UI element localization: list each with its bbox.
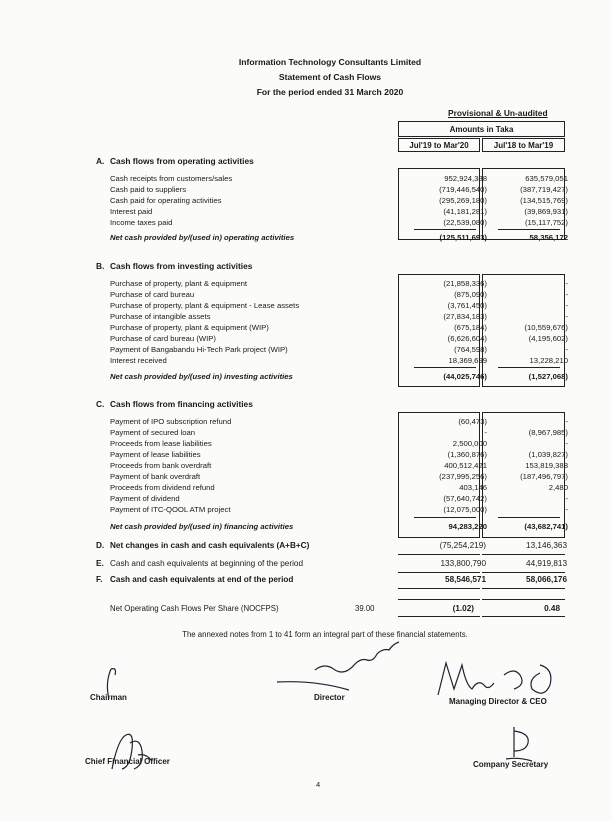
nocfps-current: (1.02) — [452, 604, 474, 613]
table-row: Purchase of property, plant & equipment (WIP) (675,184) (10,559,676) — [110, 323, 568, 332]
summary-rule — [398, 554, 480, 555]
statement-title: Statement of Cash Flows — [278, 72, 382, 82]
table-row: Cash paid for operating activities (295,269,180) (134,515,769) — [110, 196, 568, 205]
section-b-title: B. Cash flows from investing activities — [96, 261, 253, 271]
summary-double-rule — [482, 588, 565, 589]
current-period-header: Jul'19 to Mar'20 — [409, 141, 469, 150]
summary-rule — [482, 554, 565, 555]
table-row: Proceeds from dividend refund 403,146 2,480 — [110, 483, 568, 492]
table-row: Purchase of intangible assets (27,834,183) - — [110, 312, 568, 321]
footnote: The annexed notes from 1 to 41 form an integral part of these financial statements. — [182, 630, 468, 639]
table-row: Interest paid (41,181,281) (39,869,931) — [110, 207, 568, 216]
subtotal-rule — [414, 517, 476, 518]
table-row: Cash paid to suppliers (719,446,540) (387,719,427) — [110, 185, 568, 194]
table-row: Interest received 18,369,699 13,228,210 — [110, 356, 568, 365]
nocfps-rule — [398, 616, 480, 617]
table-row: Cash receipts from customers/sales 952,924,388 635,579,051 — [110, 174, 568, 183]
audit-status: Provisional & Un-audited — [448, 108, 548, 118]
nocfps-rule — [398, 599, 480, 600]
table-row: Income taxes paid (22,539,080) (15,117,752) — [110, 218, 568, 227]
table-row: Purchase of property, plant & equipment - Lease assets (3,761,450) - — [110, 301, 568, 310]
table-row: Payment of dividend (57,640,742) - — [110, 494, 568, 503]
subtotal-rule — [498, 517, 560, 518]
director-signature — [275, 640, 415, 700]
table-row: Payment of lease liabilities (1,360,876) (1,039,827) — [110, 450, 568, 459]
nocfps-prior: 0.48 — [544, 604, 560, 613]
nocfps-rule — [482, 599, 565, 600]
table-row: Purchase of property, plant & equipment (21,858,336) - — [110, 279, 568, 288]
section-a-title: A. Cash flows from operating activities — [96, 156, 254, 166]
nocfps-note: 39.00 — [355, 604, 375, 613]
table-row: Payment of bank overdraft (237,995,256) (187,496,797) — [110, 472, 568, 481]
section-c-title: C. Cash flows from financing activities — [96, 399, 253, 409]
nocfps-label: Net Operating Cash Flows Per Share (NOCFPS) — [110, 604, 279, 613]
financing-total-row: Net cash provided by/(used in) financing activities 94,283,220 (43,682,741) — [110, 522, 568, 531]
director-label: Director — [314, 693, 345, 702]
summary-double-rule — [398, 588, 480, 589]
table-row: Proceeds from bank overdraft 400,512,421 153,819,388 — [110, 461, 568, 470]
closing-cash-row: F. Cash and cash equivalents at end of the period 58,546,571 58,066,176 — [96, 575, 567, 584]
subtotal-rule — [498, 229, 560, 230]
subtotal-rule — [498, 367, 560, 368]
net-change-row: D. Net changes in cash and cash equivalents (A+B+C) (75,254,219) 13,146,363 — [96, 541, 567, 550]
page-number: 4 — [316, 780, 321, 789]
summary-rule — [398, 572, 480, 573]
table-row: Purchase of card bureau (WIP) (6,626,604) (4,195,602) — [110, 334, 568, 343]
secretary-label: Company Secretary — [473, 760, 549, 769]
nocfps-rule — [482, 616, 565, 617]
company-name: Information Technology Consultants Limited — [238, 57, 422, 67]
table-row: Proceeds from lease liabilities 2,500,000 - — [110, 439, 568, 448]
secretary-signature — [500, 723, 540, 763]
subtotal-rule — [414, 229, 476, 230]
operating-total-row: Net cash provided by/(used in) operating activities (125,511,693) 58,356,172 — [110, 233, 568, 242]
md-label: Managing Director & CEO — [449, 697, 547, 706]
chairman-label: Chairman — [90, 693, 127, 702]
table-row: Payment of secured loan - (8,967,985) — [110, 428, 568, 437]
prior-period-header: Jul'18 to Mar'19 — [493, 141, 554, 150]
table-row: Payment of Bangabandu Hi-Tech Park project (WIP) (764,598) - — [110, 345, 568, 354]
opening-cash-row: E. Cash and cash equivalents at beginning of the period 133,800,790 44,919,813 — [96, 559, 567, 568]
table-row: Payment of ITC-QOOL ATM project (12,075,000) - — [110, 505, 568, 514]
summary-rule — [482, 572, 565, 573]
amounts-group-header: Amounts in Taka — [449, 125, 514, 134]
cfo-signature — [102, 725, 162, 775]
cfo-label: Chief Financial Officer — [85, 757, 170, 766]
investing-total-row: Net cash provided by/(used in) investing activities (44,025,746) (1,527,068) — [110, 372, 568, 381]
table-row: Payment of IPO subscription refund (60,473) - — [110, 417, 568, 426]
statement-period: For the period ended 31 March 2020 — [256, 87, 404, 97]
table-row: Purchase of card bureau (875,090) - — [110, 290, 568, 299]
subtotal-rule — [414, 367, 476, 368]
